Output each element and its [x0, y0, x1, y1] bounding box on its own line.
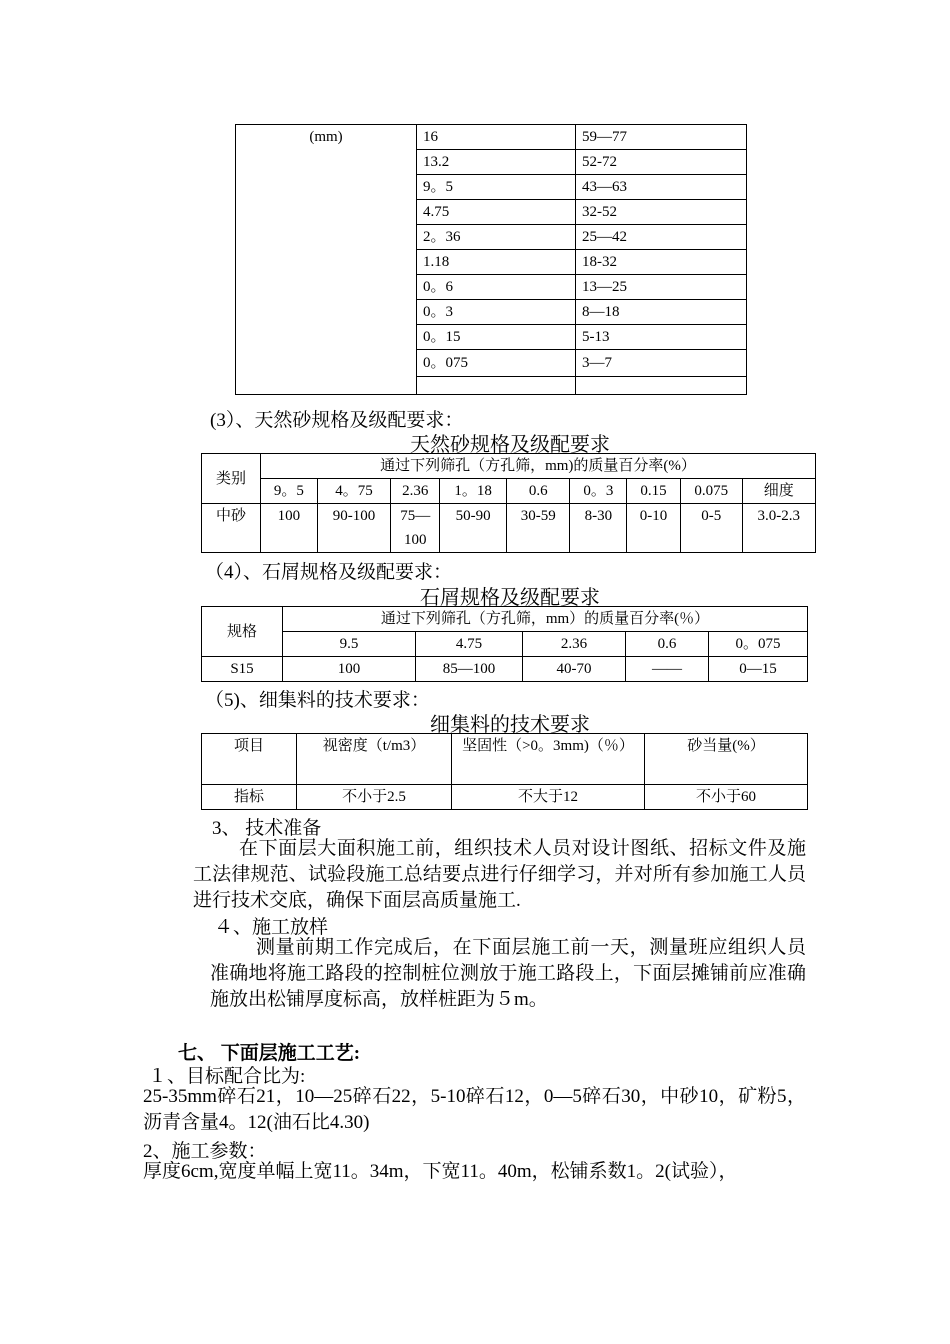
unit-cell: (mm) — [236, 125, 417, 395]
sand-table — [201, 453, 816, 553]
sieve-size-header: 0.6 — [626, 632, 709, 657]
sand-equivalent-header: 砂当量(%） — [645, 734, 808, 785]
value-cell: 75—100 — [391, 504, 440, 553]
passing-range-cell: 13—25 — [576, 275, 747, 300]
passing-header: 通过下列筛孔（方孔筛，mm)的质量百分率(%） — [261, 454, 816, 479]
value-cell: 不小于2.5 — [297, 785, 452, 810]
value-cell: 30-59 — [506, 504, 569, 553]
soundness-header: 坚固性（>0。3mm)（％） — [452, 734, 645, 785]
sieve-size-header: 0.15 — [627, 479, 681, 504]
value-cell: 3.0-2.3 — [742, 504, 815, 553]
value-cell: 50-90 — [440, 504, 507, 553]
mix-ratio-body: 25-35mm碎石21，10—25碎石22，5-10碎石12，0—5碎石30，中砂10，矿粉5，沥青含量4。12(油石比4.30) — [143, 1086, 806, 1133]
category-header: 类别 — [202, 454, 261, 504]
fine-heading: （5)、细集料的技术要求： — [205, 690, 430, 711]
sieve-size-cell: 0。15 — [417, 325, 576, 350]
value-cell: 85—100 — [416, 657, 523, 682]
fine-caption: 细集料的技术要求 — [430, 714, 590, 736]
value-cell: 100 — [261, 504, 318, 553]
sieve-size-cell: 2。36 — [417, 225, 576, 250]
row-label: 中砂 — [202, 504, 261, 553]
density-header: 视密度（t/m3） — [297, 734, 452, 785]
gradation-table — [235, 124, 747, 395]
params-body: 厚度6cm,宽度单幅上宽11。34m，下宽11。40m，松铺系数1。2(试验）， — [143, 1161, 738, 1182]
sieve-size-header: 1。18 — [440, 479, 507, 504]
value-cell: —— — [626, 657, 709, 682]
value-cell: 8-30 — [570, 504, 627, 553]
value-cell: 90-100 — [317, 504, 390, 553]
sieve-size-header: 2.36 — [391, 479, 440, 504]
value-cell: 0-5 — [680, 504, 742, 553]
chips-table — [201, 606, 808, 682]
passing-range-cell: 5-13 — [576, 325, 747, 350]
section-4-body: 测量前期工作完成后，在下面层施工前一天，测量班应组织人员准确地将施工路段的控制桩位测放于施工路段上，下面层摊铺前应准确施放出松铺厚度标高，放样桩距为５m。 — [210, 937, 806, 1010]
mix-ratio-title: １、目标配合比为: — [148, 1066, 306, 1087]
sieve-size-cell: 9。5 — [417, 175, 576, 200]
section-3-body: 在下面层大面积施工前，组织技术人员对设计图纸、招标文件及施工法律规范、试验段施工总结要点进行仔细学习，并对所有参加施工人员进行技术交底，确保下面层高质量施工. — [193, 838, 806, 911]
passing-header: 通过下列筛孔（方孔筛，mm）的质量百分率(％） — [283, 607, 808, 632]
section-4-title: ４、施工放样 — [214, 917, 329, 938]
sieve-size-cell: 0。3 — [417, 300, 576, 325]
passing-range-cell — [576, 377, 747, 395]
fine-aggregate-table — [201, 733, 808, 810]
passing-range-cell: 8—18 — [576, 300, 747, 325]
passing-range-cell: 43—63 — [576, 175, 747, 200]
passing-range-cell: 32-52 — [576, 200, 747, 225]
sieve-size-header: 0。3 — [570, 479, 627, 504]
row-label: S15 — [202, 657, 283, 682]
sieve-size-header: 4。75 — [317, 479, 390, 504]
item-header: 项目 — [202, 734, 297, 785]
passing-range-cell: 59—77 — [576, 125, 747, 150]
sieve-size-cell: 16 — [417, 125, 576, 150]
sand-caption: 天然砂规格及级配要求 — [410, 434, 610, 456]
passing-range-cell: 18-32 — [576, 250, 747, 275]
sieve-size-cell: 0。6 — [417, 275, 576, 300]
sand-heading: (3）、天然砂规格及级配要求： — [210, 410, 464, 431]
sieve-size-header: 2.36 — [523, 632, 626, 657]
sieve-size-header: 0.6 — [506, 479, 569, 504]
section-3-title: 3、 技术准备 — [212, 818, 322, 839]
value-cell: 40-70 — [523, 657, 626, 682]
value-cell: 0—15 — [709, 657, 808, 682]
section-7-title: 七、 下面层施工工艺: — [178, 1043, 361, 1064]
sieve-size-cell: 1.18 — [417, 250, 576, 275]
value-cell: 不大于12 — [452, 785, 645, 810]
sieve-size-header: 9.5 — [283, 632, 416, 657]
sieve-size-header: 0。075 — [709, 632, 808, 657]
value-cell: 0-10 — [627, 504, 681, 553]
sieve-size-header: 0.075 — [680, 479, 742, 504]
sieve-size-cell: 0。075 — [417, 350, 576, 377]
row-label: 指标 — [202, 785, 297, 810]
sieve-size-cell — [417, 377, 576, 395]
params-title: 2、施工参数： — [143, 1141, 267, 1162]
sieve-size-header: 9。5 — [261, 479, 318, 504]
chips-heading: （4）、石屑规格及级配要求： — [205, 562, 453, 583]
sieve-size-cell: 4.75 — [417, 200, 576, 225]
value-cell: 不小于60 — [645, 785, 808, 810]
chips-caption: 石屑规格及级配要求 — [420, 587, 600, 609]
passing-range-cell: 25—42 — [576, 225, 747, 250]
fineness-header: 细度 — [742, 479, 815, 504]
sieve-size-header: 4.75 — [416, 632, 523, 657]
value-cell: 100 — [283, 657, 416, 682]
sieve-size-cell: 13.2 — [417, 150, 576, 175]
passing-range-cell: 52-72 — [576, 150, 747, 175]
passing-range-cell: 3—7 — [576, 350, 747, 377]
spec-header: 规格 — [202, 607, 283, 657]
